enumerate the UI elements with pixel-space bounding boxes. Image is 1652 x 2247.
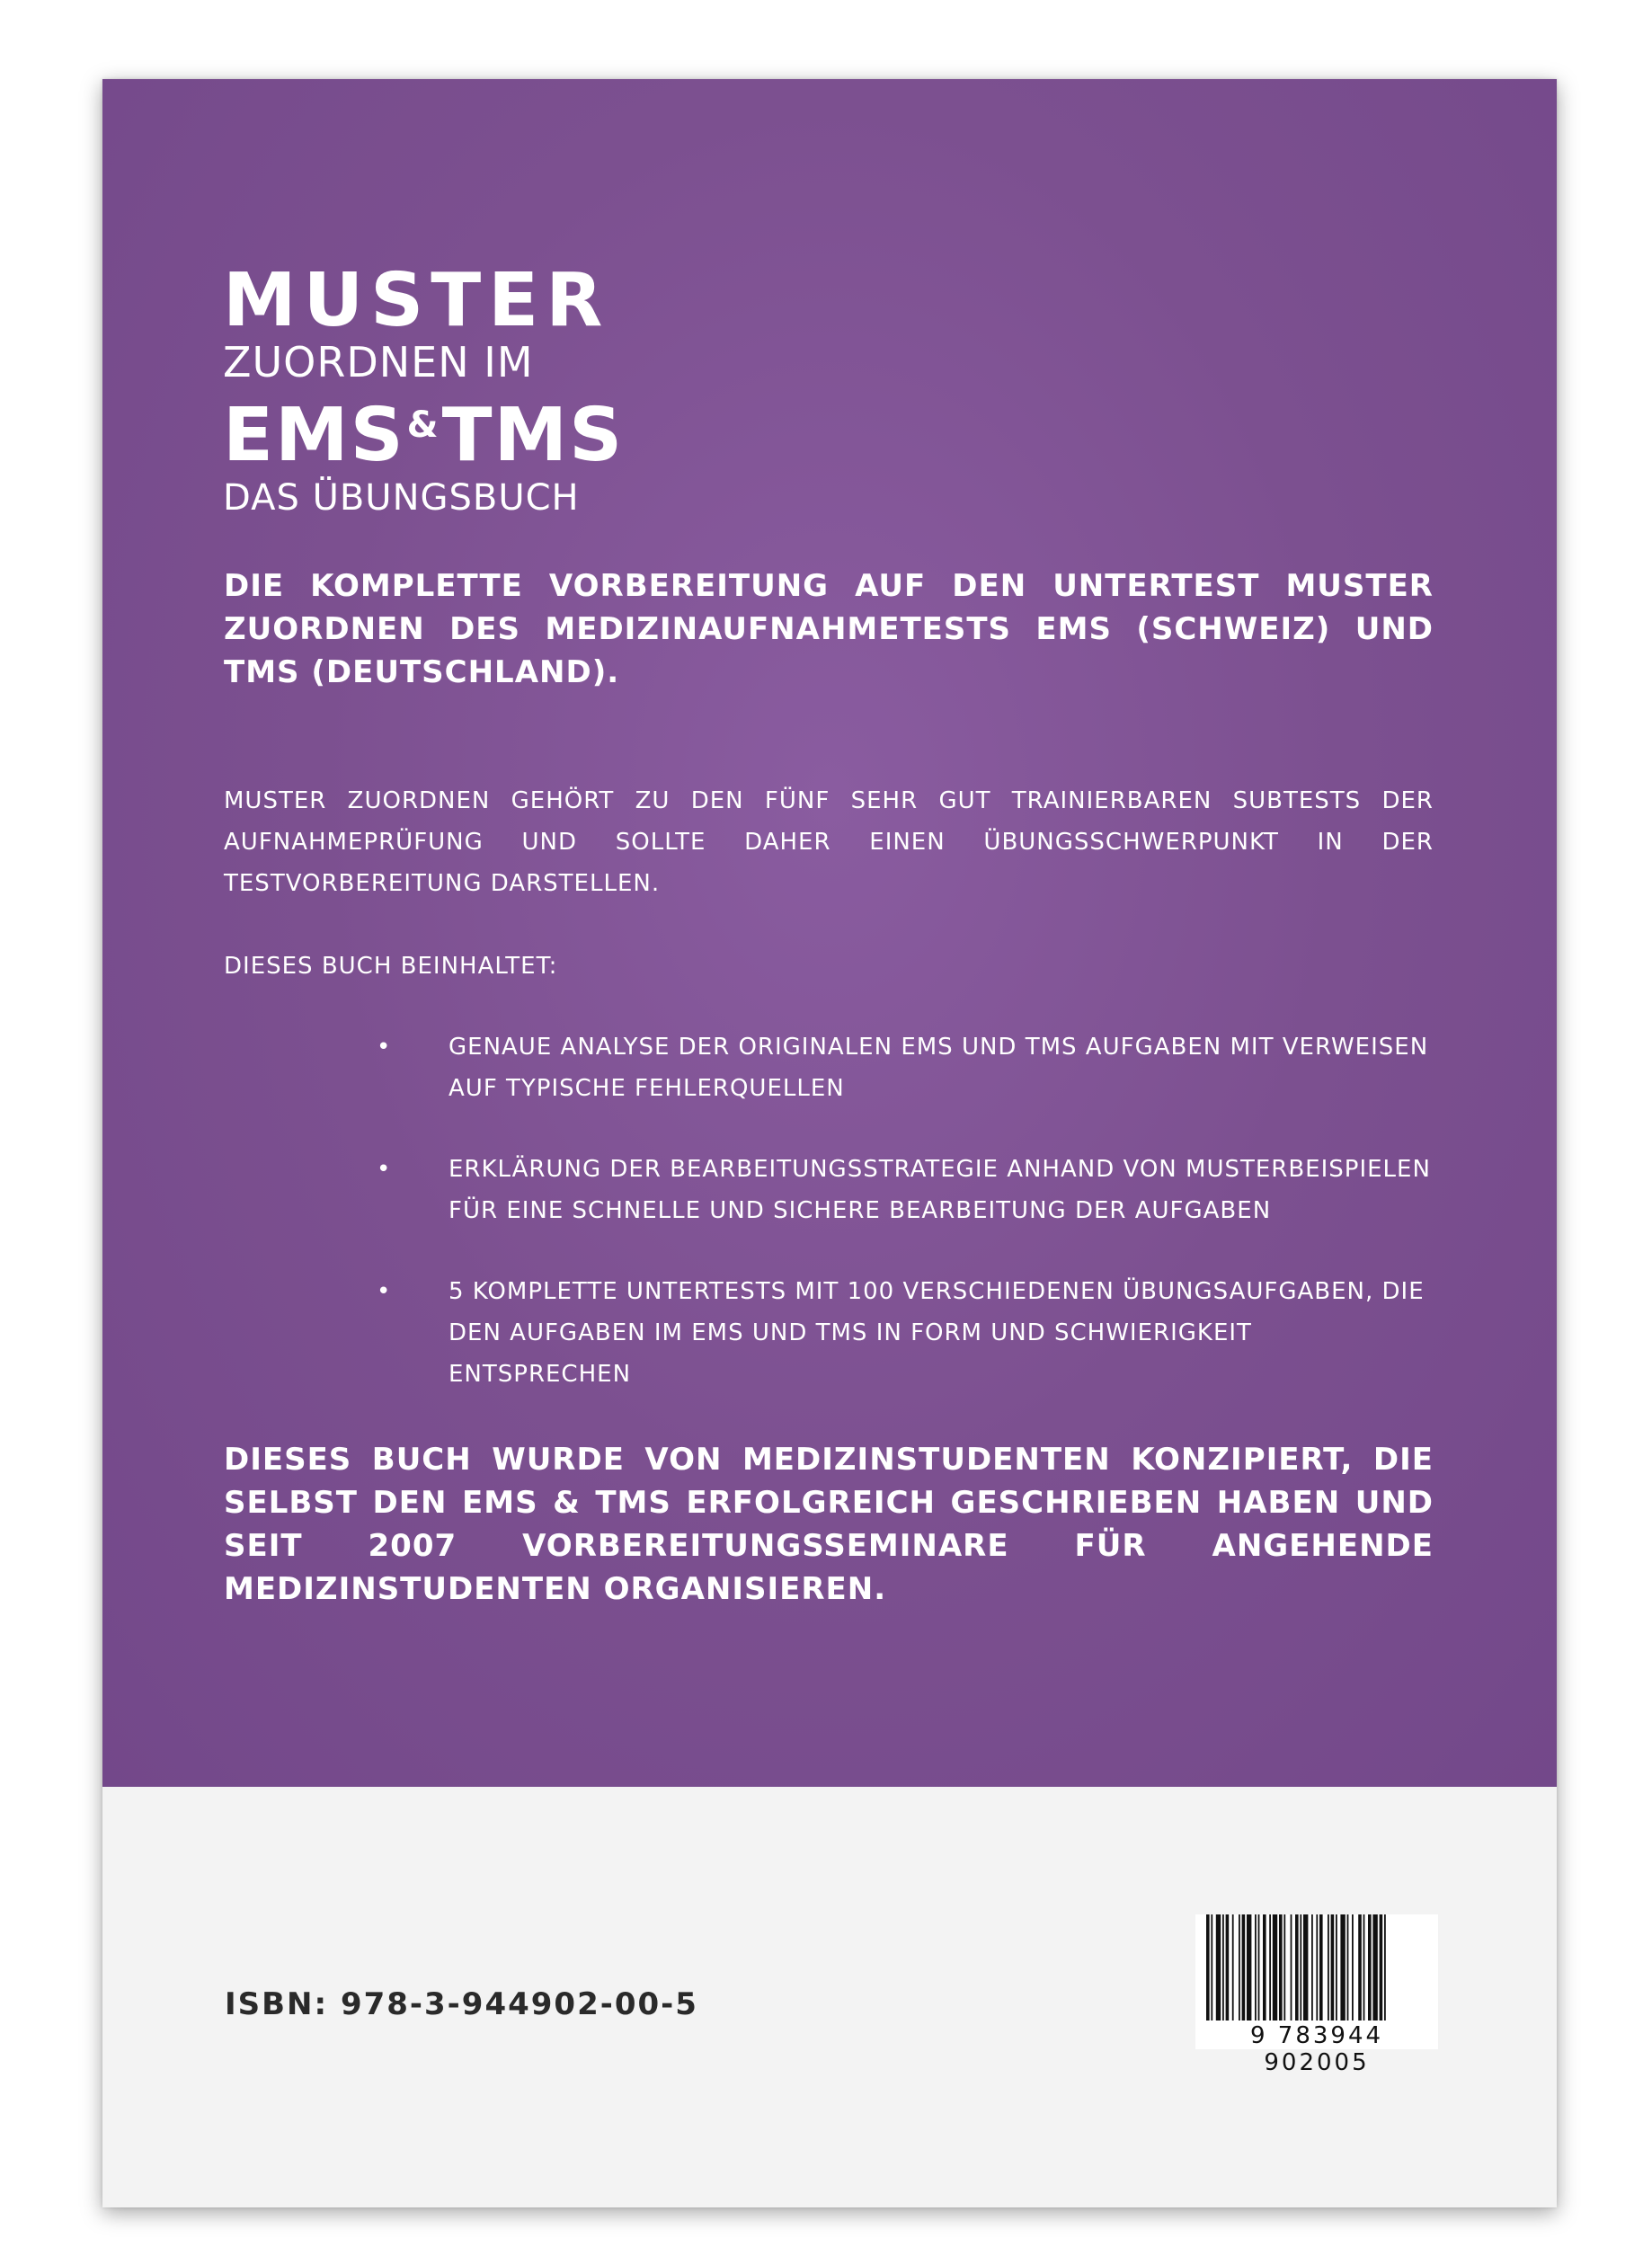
barcode-bar <box>1347 1914 1349 2021</box>
list-item <box>224 1149 1434 1231</box>
barcode-bar <box>1269 1914 1271 2021</box>
barcode-bar <box>1352 1914 1354 2021</box>
title-line-ems-tms <box>223 393 625 478</box>
barcode-bar <box>1232 1914 1234 2021</box>
list-item-text: ERKLÄRUNG DER BEARBEITUNGSSTRATEGIE ANHAND VON MUSTERBEISPIELEN FÜR EINE SCHNELLE UND SICHERE BEARBEITUNG DER AUFGABEN <box>449 1156 1431 1224</box>
barcode-bar <box>1319 1914 1323 2021</box>
barcode-bar <box>1328 1914 1329 2021</box>
barcode-bar <box>1363 1914 1365 2021</box>
barcode-bar <box>1372 1914 1377 2021</box>
barcode-bar <box>1242 1914 1246 2021</box>
barcode-icon <box>1204 1914 1429 2021</box>
barcode-bar <box>1295 1914 1299 2021</box>
title-line-uebungsbuch: DAS ÜBUNGSBUCH <box>223 477 580 519</box>
barcode-bar <box>1216 1914 1221 2021</box>
barcode-bar <box>1384 1914 1386 2021</box>
title-ems: EMS <box>223 393 405 478</box>
list-item-text: 5 KOMPLETTE UNTERTESTS MIT 100 VERSCHIEDENEN ÜBUNGSAUFGABEN, DIE DEN AUFGABEN IM EMS UND TMS IN FORM UND SCHWIERIGKEIT ENTSPRECHEN <box>449 1278 1425 1388</box>
contents-list <box>224 1026 1434 1434</box>
bullet-icon: • <box>377 1278 392 1305</box>
isbn-label: ISBN: 978-3-944902-00-5 <box>225 1986 698 2022</box>
list-item <box>224 1026 1434 1109</box>
barcode-bar <box>1380 1914 1383 2021</box>
barcode-bar <box>1316 1914 1318 2021</box>
barcode-bar <box>1340 1914 1345 2021</box>
barcode-digits: 9 783944 902005 <box>1249 2022 1384 2076</box>
barcode-bar <box>1211 1914 1212 2021</box>
authors-note: DIESES BUCH WURDE VON MEDIZINSTUDENTEN KONZIPIERT, DIE SELBST DEN EMS & TMS ERFOLGREICH GESCHRIEBEN HABEN UND SEIT 2007 VORBEREITUNGSSEMINARE FÜR ANGEHENDE MEDIZINSTUDENTEN ORGANISIEREN. <box>224 1442 1434 1607</box>
book-back-cover <box>102 79 1557 2207</box>
barcode-bar <box>1226 1914 1230 2021</box>
barcode-bar <box>1336 1914 1337 2021</box>
barcode-bar <box>1358 1914 1362 2021</box>
barcode-bar <box>1303 1914 1308 2021</box>
barcode-bar <box>1368 1914 1372 2021</box>
barcode-bar <box>1300 1914 1301 2021</box>
title-tms: TMS <box>441 393 625 478</box>
contents-label: DIESES BUCH BEINHALTET: <box>224 953 558 980</box>
barcode-bar <box>1331 1914 1335 2021</box>
title-line-zuordnen: ZUORDNEN IM <box>223 338 534 386</box>
barcode-bar <box>1263 1914 1266 2021</box>
barcode-bar <box>1258 1914 1260 2021</box>
title-line-muster: MUSTER <box>223 258 610 343</box>
purple-panel <box>102 79 1557 1787</box>
bullet-icon: • <box>377 1034 392 1061</box>
barcode-bar <box>1279 1914 1283 2021</box>
book-title <box>223 258 625 523</box>
description-paragraph: MUSTER ZUORDNEN GEHÖRT ZU DEN FÜNF SEHR GUT TRAINIERBAREN SUBTESTS DER AUFNAHMEPRÜFUNG UND SOLLTE DAHER EINEN ÜBUNGSSCHWERPUNKT IN DER TESTVORBEREITUNG DARSTELLEN. <box>224 787 1434 897</box>
barcode-bar <box>1283 1914 1285 2021</box>
intro-text: DIE KOMPLETTE VORBEREITUNG AUF DEN UNTERTEST MUSTER ZUORDNEN DES MEDIZINAUFNAHMETESTS EMS (SCHWEIZ) UND TMS (DEUTSCHLAND). <box>224 568 1434 690</box>
barcode-bar <box>1206 1914 1210 2021</box>
barcode-bar <box>1255 1914 1257 2021</box>
list-item-text: GENAUE ANALYSE DER ORIGINALEN EMS UND TMS AUFGABEN MIT VERWEISEN AUF TYPISCHE FEHLERQUELLEN <box>449 1034 1429 1102</box>
barcode-bar <box>1247 1914 1251 2021</box>
barcode-bar <box>1222 1914 1224 2021</box>
barcode <box>1195 1914 1438 2076</box>
barcode-bar <box>1273 1914 1277 2021</box>
barcode-bar <box>1291 1914 1292 2021</box>
barcode-bar <box>1311 1914 1313 2021</box>
bullet-icon: • <box>377 1156 392 1183</box>
title-ampersand: & <box>406 404 440 446</box>
list-item <box>224 1271 1434 1395</box>
barcode-bar <box>1239 1914 1240 2021</box>
